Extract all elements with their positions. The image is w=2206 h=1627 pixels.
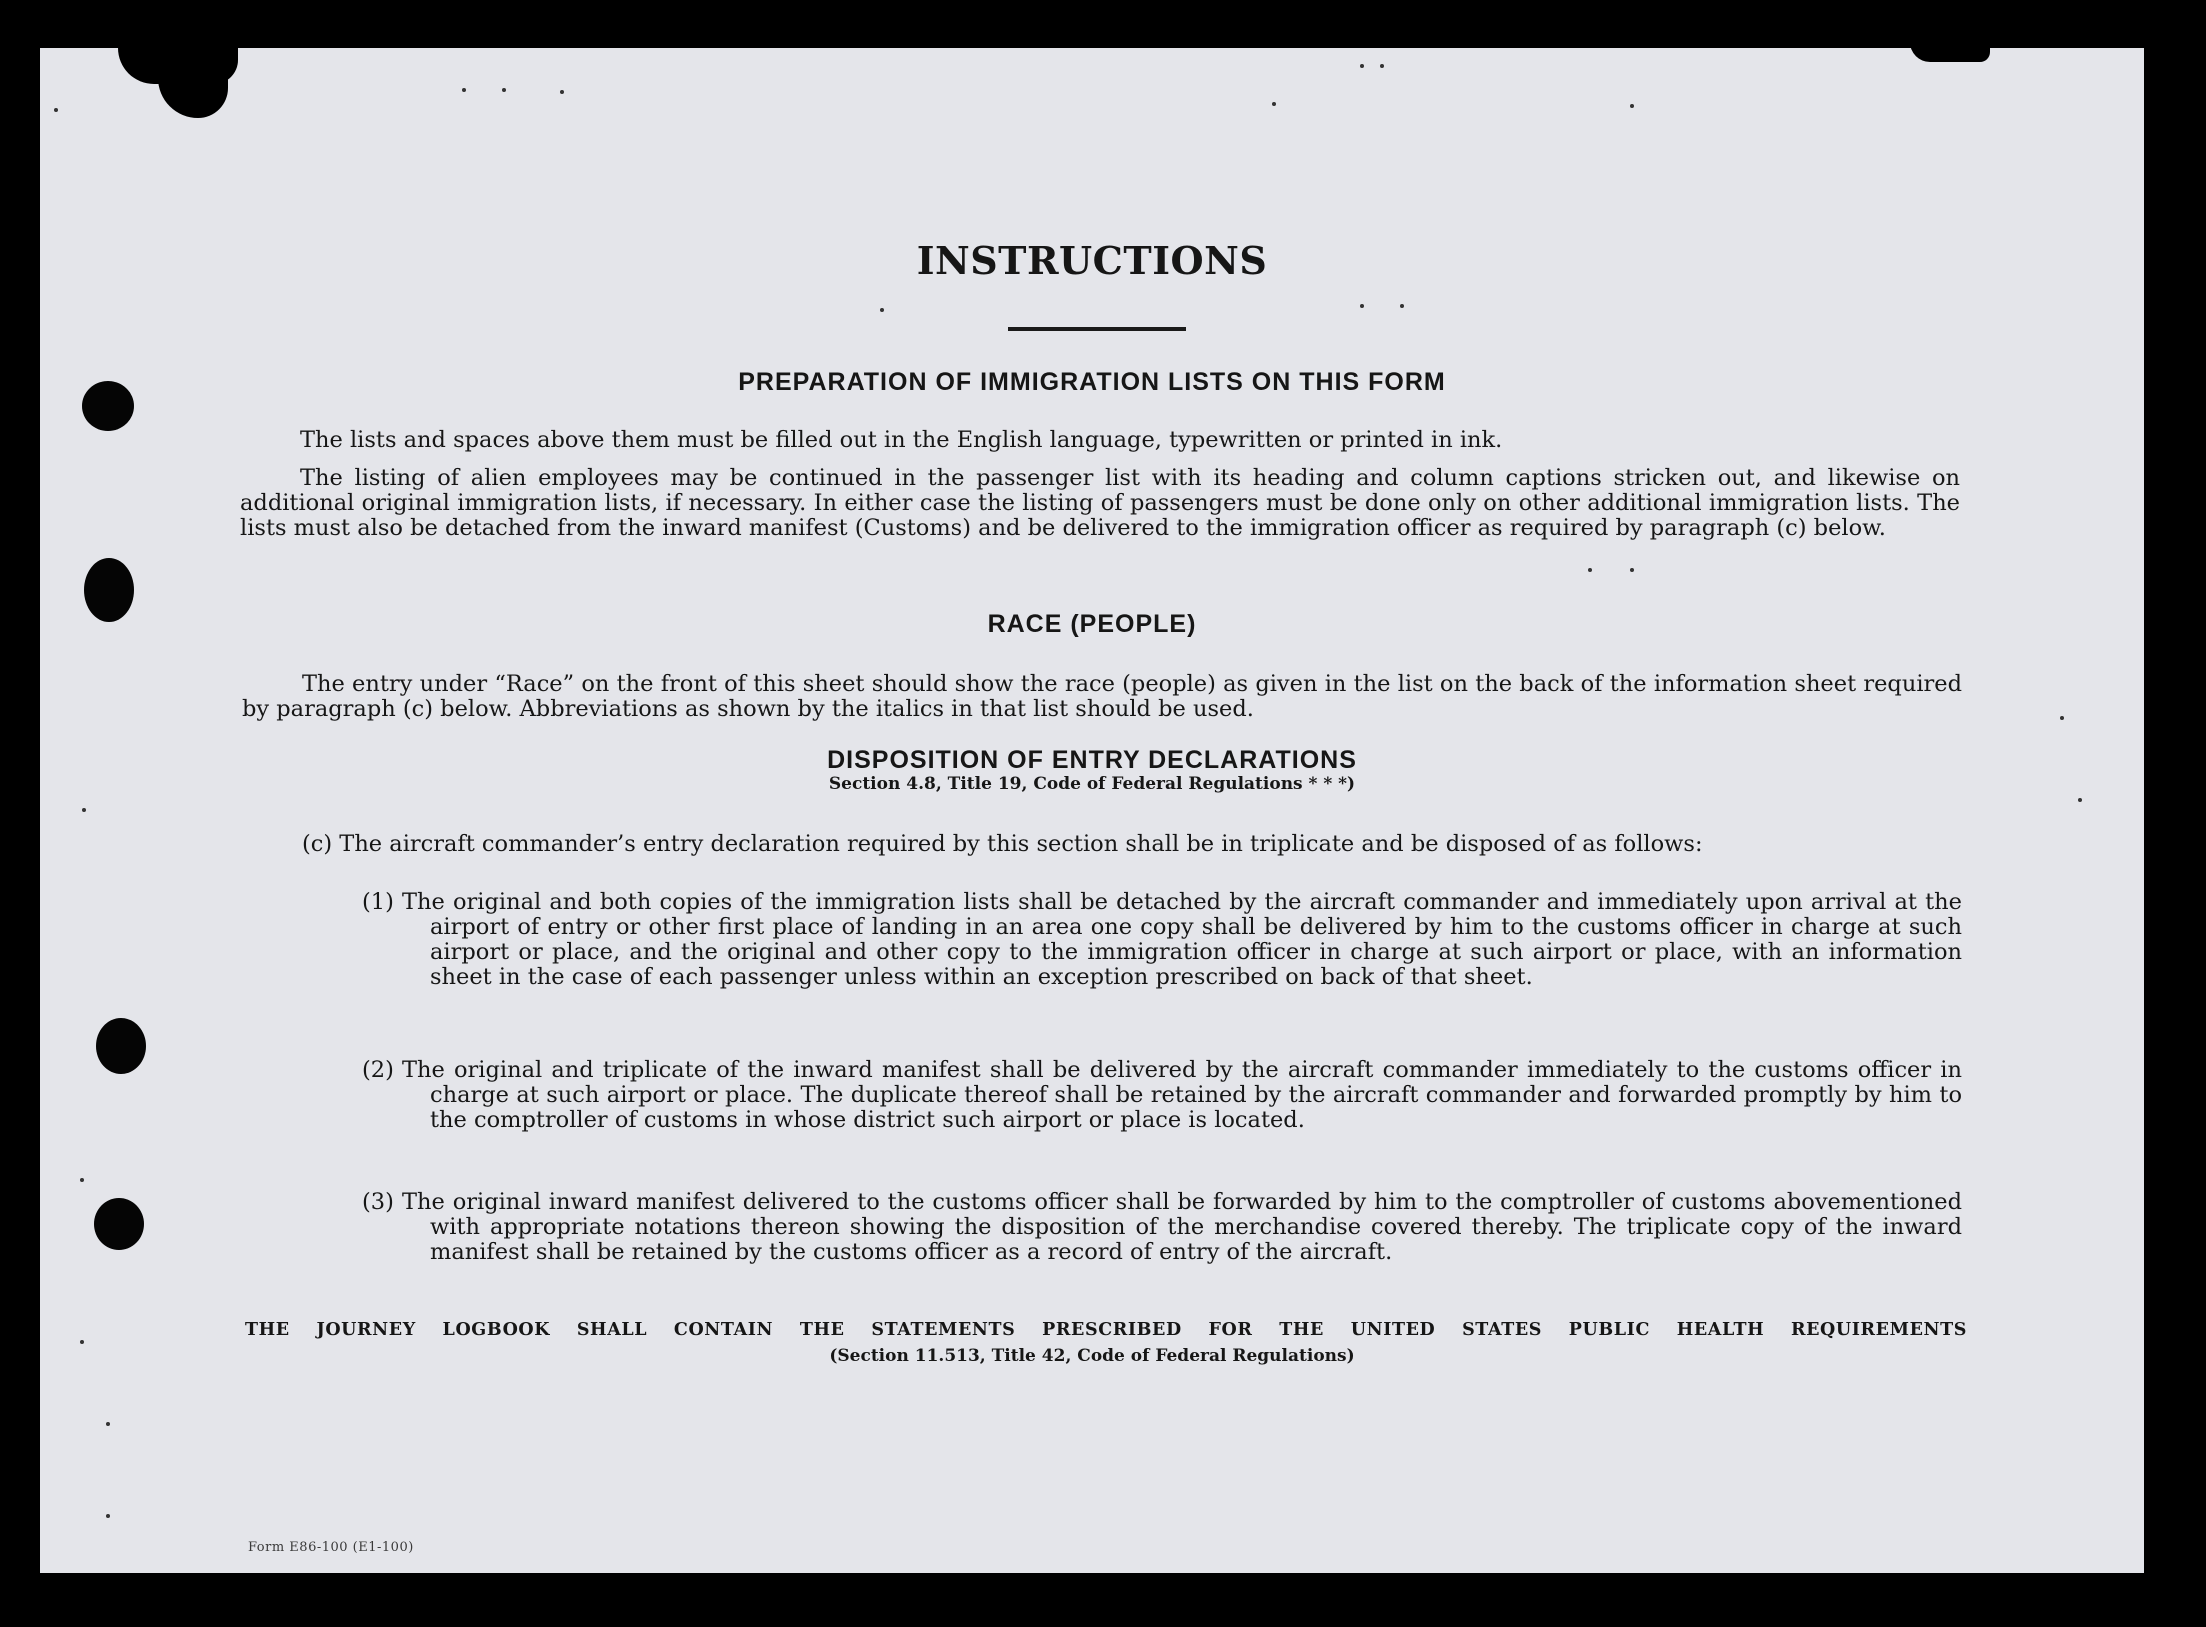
punch-hole [96,1018,146,1074]
punch-hole [94,1198,144,1250]
torn-edge [158,68,228,118]
form-number: Form E86-100 (E1-100) [248,1540,414,1555]
speck [82,808,86,812]
speck [1272,102,1276,106]
speck [106,1514,110,1518]
speck [80,1178,84,1182]
list-item-text: The original and both copies of the immigration lists shall be detached by the aircraft commander and immediately upon arrival at the airport of entry or other first place of landing in an area one copy shall be delivered by him to the customs officer in charge at such airport or place, and the original and other copy to the immigration officer in charge at such airport or place, with an information sheet in the case of each passenger unless within an exception prescribed on back of that sheet. [402,889,1962,990]
footer-heading: THE JOURNEY LOGBOOK SHALL CONTAIN THE STATEMENTS PRESCRIBED FOR THE UNITED STATES PUBLIC HEALTH REQUIREMENTS [245,1320,1967,1340]
list-item-number: (1) [362,889,394,915]
paragraph-race: The entry under “Race” on the front of this sheet should show the race (people) as given in the list on the back of the information sheet required by paragraph (c) below. Abbreviations as shown by the italics in that list should be used. [242,671,1962,722]
speck [1630,104,1634,108]
section-heading-race: RACE (PEOPLE) [987,610,1197,638]
list-item-text: The original and triplicate of the inward manifest shall be delivered by the aircraft commander immediately to the customs officer in charge at such airport or place. The duplicate thereof shall be retained by the aircraft commander and forwarded promptly by him to the comptroller of customs in whose district such airport or place is located. [402,1057,1962,1133]
speck [1400,304,1404,308]
speck [1588,568,1592,572]
speck [502,88,506,92]
speck [880,308,884,312]
page-title: INSTRUCTIONS [916,238,1268,283]
speck [1380,64,1384,68]
speck [462,88,466,92]
document-page [40,48,2144,1573]
speck [560,90,564,94]
list-item-number: (3) [362,1189,394,1215]
speck [1360,64,1364,68]
paragraph-alien-employees: The listing of alien employees may be continued in the passenger list with its heading and column captions stricken out, and likewise on additional original immigration lists, if necessary. In either case the listing of passengers must be done only on other additional immigration lists. The lists must also be detached from the inward manifest (Customs) and be delivered to the immigration officer as required by paragraph (c) below. [240,465,1960,541]
speck [1360,304,1364,308]
speck [2078,798,2082,802]
section-subheading-disposition: Section 4.8, Title 19, Code of Federal Regulations * * *) [828,774,1356,794]
speck [2060,716,2064,720]
list-item-text: The original inward manifest delivered to the customs officer shall be forwarded by him to the comptroller of customs abovementioned with appropriate notations thereon showing the disposition of the merchandise covered thereby. The triplicate copy of the inward manifest shall be retained by the customs officer as a record of entry of the aircraft. [402,1189,1962,1265]
section-heading-disposition: DISPOSITION OF ENTRY DECLARATIONS [827,746,1357,774]
speck [54,108,58,112]
speck [106,1422,110,1426]
footer-subheading: (Section 11.513, Title 42, Code of Federal Regulations) [829,1346,1355,1366]
paragraph-english-language: The lists and spaces above them must be filled out in the English language, typewritten or printed in ink. [300,427,1503,453]
torn-edge [1910,48,1990,62]
section-heading-preparation: PREPARATION OF IMMIGRATION LISTS ON THIS FORM [738,368,1446,396]
speck [80,1340,84,1344]
list-item-number: (2) [362,1057,394,1083]
title-underline [1008,327,1186,331]
paragraph-aircraft-commander: (c) The aircraft commander’s entry declaration required by this section shall be in triplicate and be disposed of as follows: [302,831,1703,857]
speck [1630,568,1634,572]
